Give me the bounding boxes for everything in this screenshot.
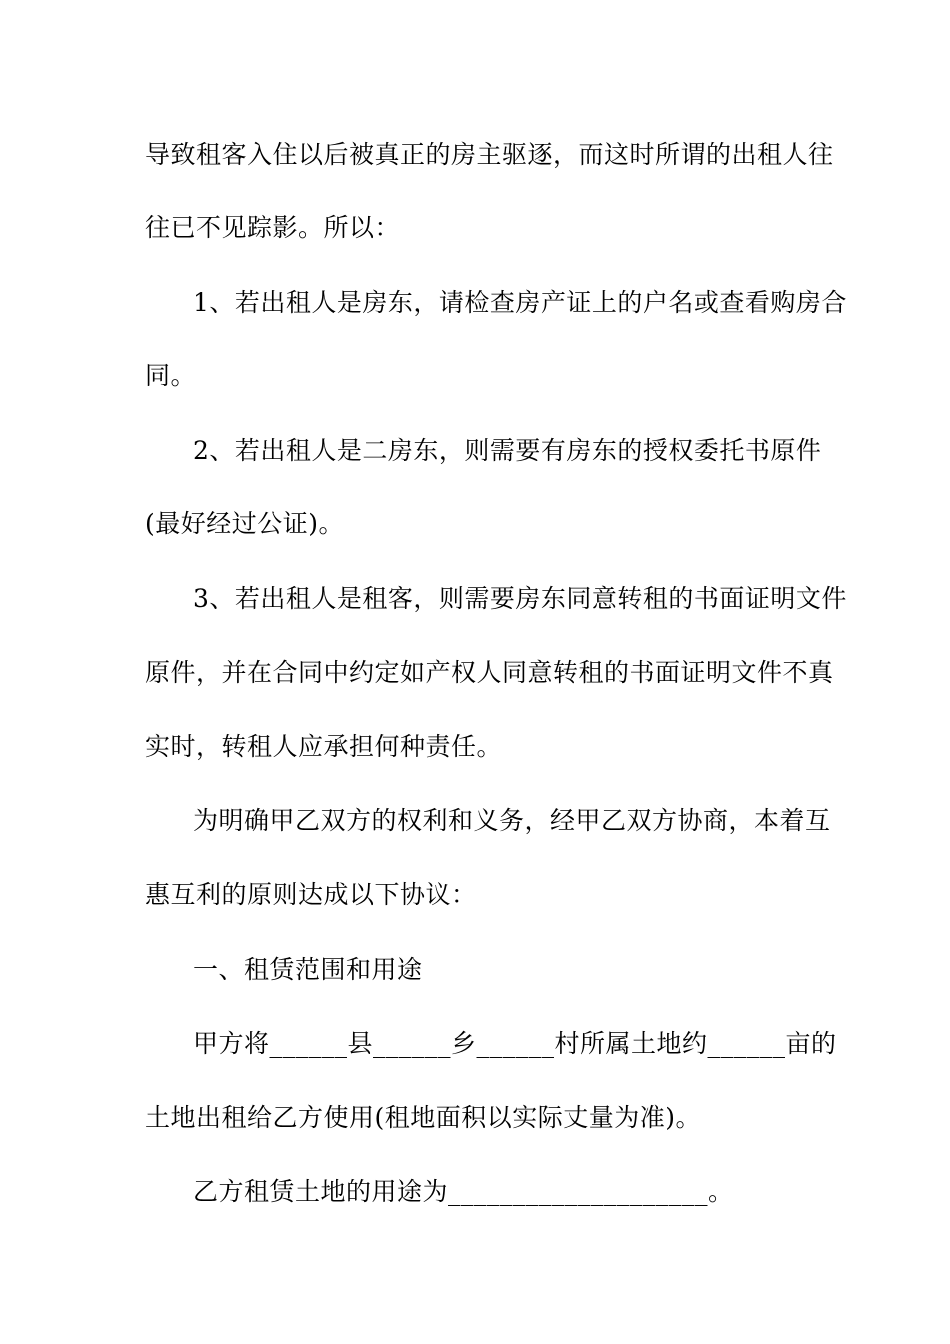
- list-item-3-line: 3、若出租人是租客，则需要房东同意转租的书面证明文件: [193, 584, 847, 613]
- paragraph-line: 乙方租赁土地的用途为____________________。: [193, 1177, 734, 1206]
- paragraph-line: 为明确甲乙双方的权利和义务，经甲乙双方协商，本着互: [193, 806, 831, 835]
- list-item-2-line: 2、若出租人是二房东，则需要有房东的授权委托书原件: [193, 436, 822, 465]
- paragraph-line: 往已不见踪影。所以：: [145, 213, 401, 242]
- list-item-1-line: 1、若出租人是房东，请检查房产证上的户名或查看购房合: [193, 288, 847, 317]
- paragraph-line: 甲方将______县______乡______村所属土地约______亩的: [193, 1029, 837, 1058]
- section-heading: 一、租赁范围和用途: [193, 955, 423, 984]
- paragraph-line: (最好经过公证)。: [145, 509, 345, 538]
- paragraph-line: 土地出租给乙方使用(租地面积以实际丈量为准)。: [145, 1103, 702, 1132]
- paragraph-line: 导致租客入住以后被真正的房主驱逐，而这时所谓的出租人往: [145, 140, 834, 169]
- paragraph-line: 惠互利的原则达成以下协议：: [145, 880, 477, 909]
- paragraph-line: 同。: [145, 361, 197, 390]
- paragraph-line: 原件，并在合同中约定如产权人同意转租的书面证明文件不真: [145, 658, 834, 687]
- paragraph-line: 实时，转租人应承担何种责任。: [145, 732, 503, 761]
